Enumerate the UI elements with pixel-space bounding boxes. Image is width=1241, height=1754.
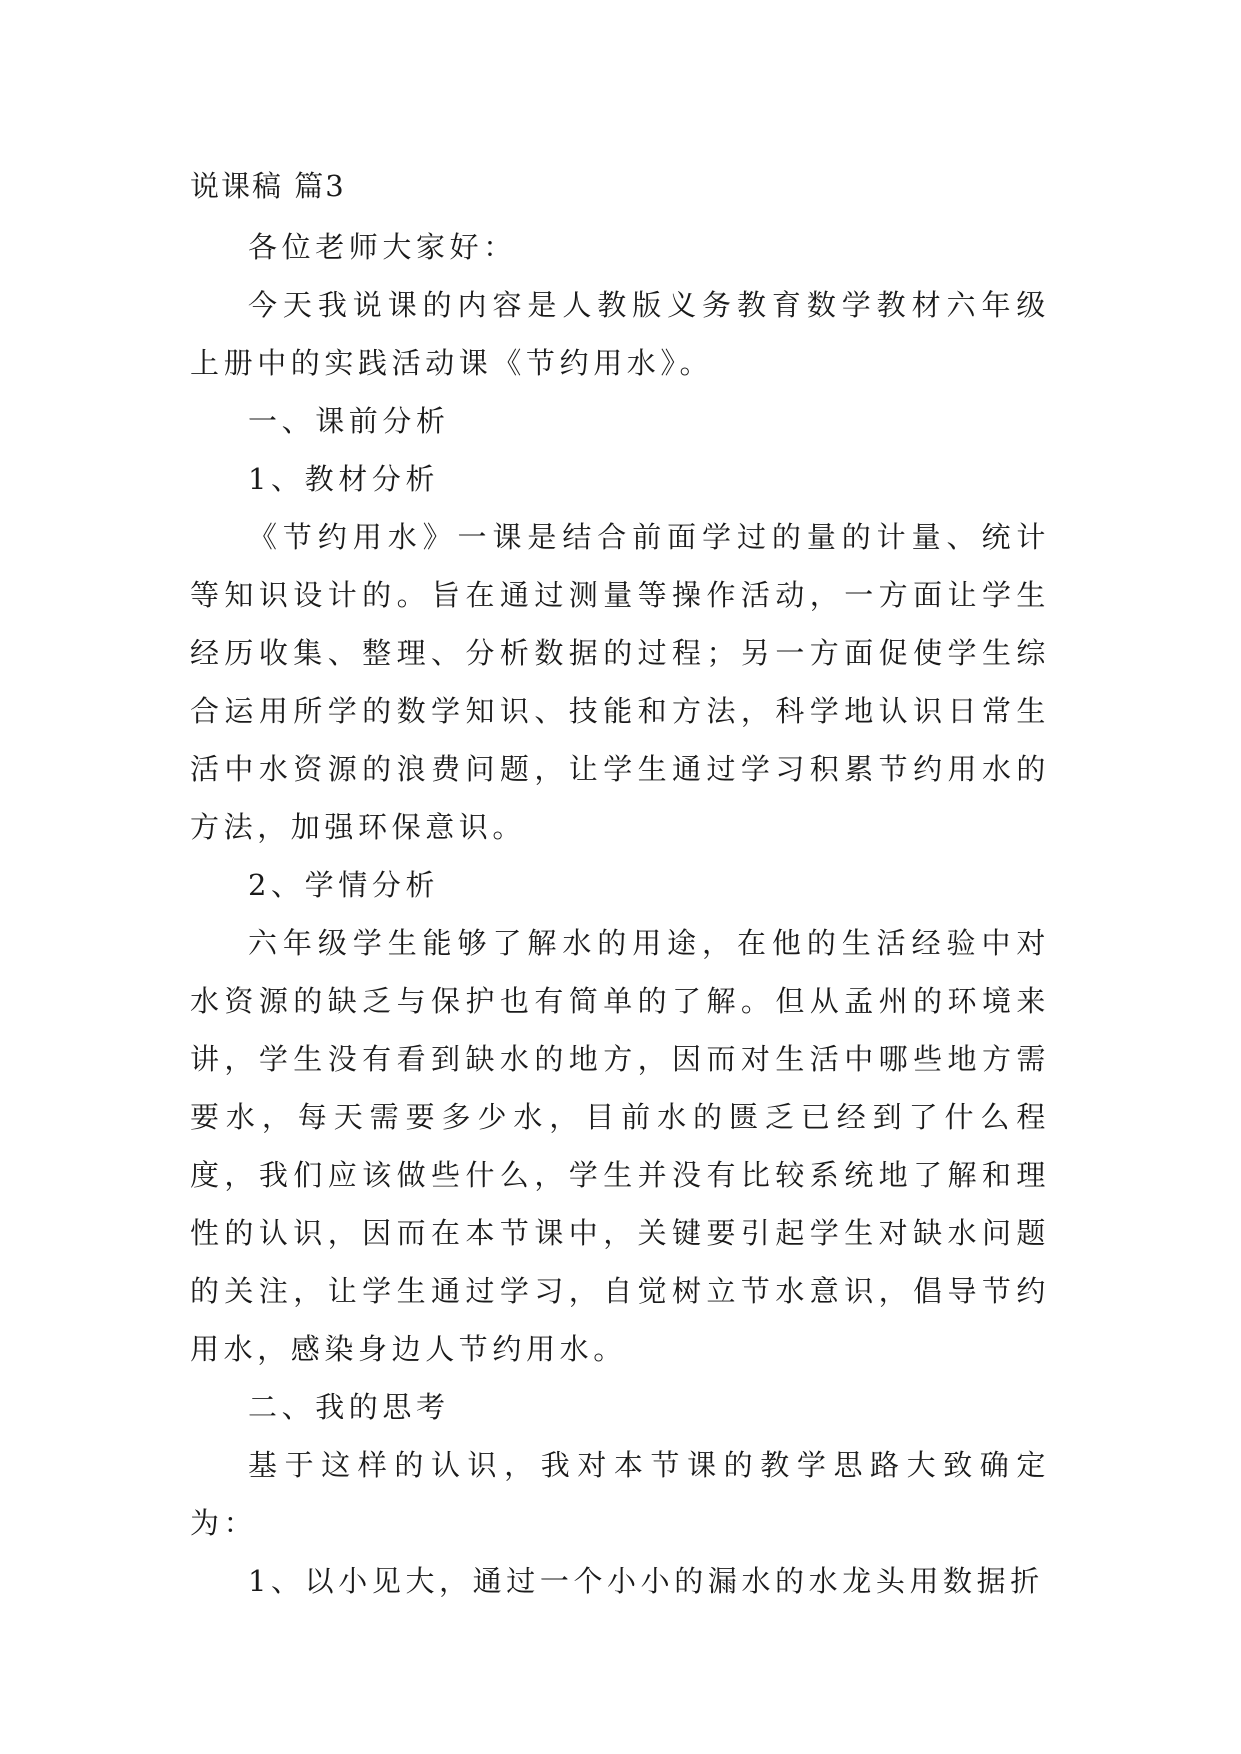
- subsection-heading-students: 2、学情分析: [248, 868, 440, 902]
- paragraph-thinking: 基于这样的认识，我对本节课的教学思路大致确定为：: [190, 1448, 1050, 1540]
- section-heading-analysis: 一、课前分析: [248, 404, 450, 438]
- paragraph-greeting: 各位老师大家好：: [248, 230, 517, 264]
- document-heading: 说课稿 篇3: [190, 169, 346, 203]
- paragraph-student-analysis: 六年级学生能够了解水的用途，在他的生活经验中对水资源的缺乏与保护也有简单的了解。但从孟州的环境来讲，学生没有看到缺水的地方，因而对生活中哪些地方需要水，每天需要多少水，目前水的匮乏已经到了什么程度，我们应该做些什么，学生并没有比较系统地了解和理性的认识，因而在本节课中，关键要引起学生对缺水问题的关注，让学生通过学习，自觉树立节水意识，倡导节约用水，感染身边人节约用水。: [190, 926, 1050, 1366]
- subsection-heading-textbook: 1、教材分析: [248, 462, 440, 496]
- paragraph-textbook-analysis: 《节约用水》一课是结合前面学过的量的计量、统计等知识设计的。旨在通过测量等操作活动，一方面让学生经历收集、整理、分析数据的过程；另一方面促使学生综合运用所学的数学知识、技能和方法，科学地认识日常生活中水资源的浪费问题，让学生通过学习积累节约用水的方法，加强环保意识。: [190, 520, 1050, 844]
- document-page: [190, 160, 1050, 1610]
- section-heading-thinking: 二、我的思考: [248, 1390, 450, 1424]
- paragraph-point-1: 1、以小见大，通过一个小小的漏水的水龙头用数据折: [248, 1564, 1044, 1598]
- paragraph-intro: 今天我说课的内容是人教版义务教育数学教材六年级上册中的实践活动课《节约用水》。: [190, 288, 1050, 380]
